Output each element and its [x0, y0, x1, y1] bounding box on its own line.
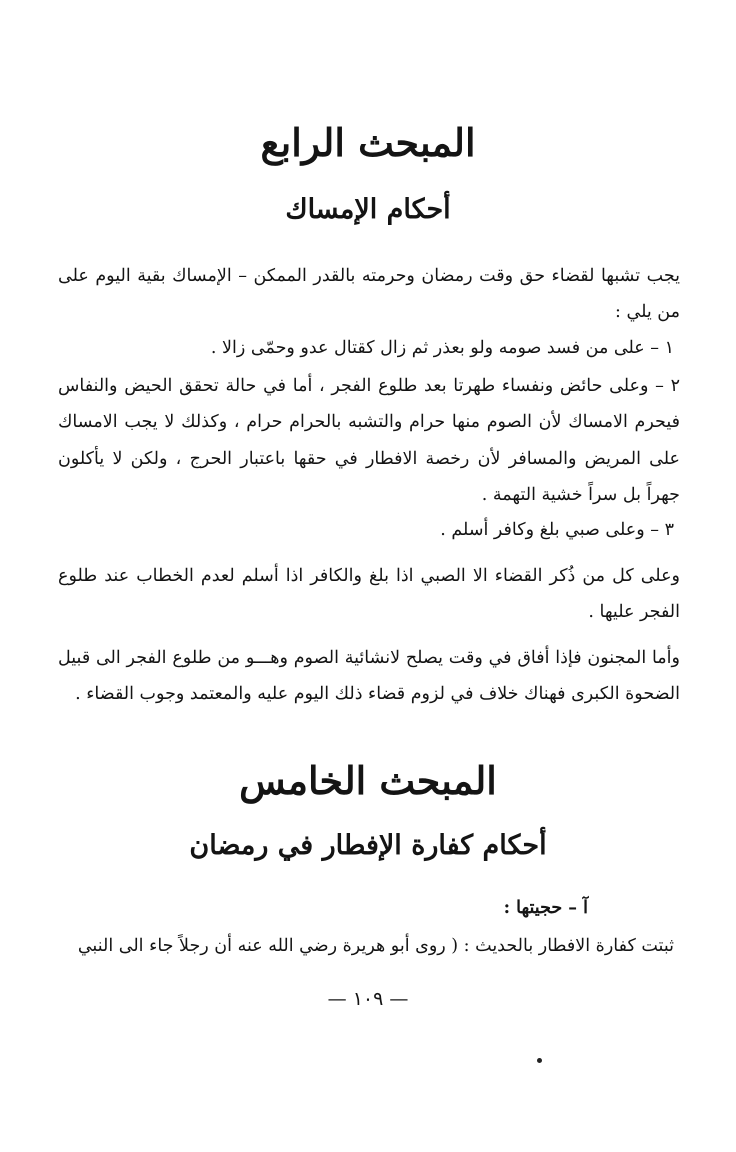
section-4-paragraph-3: وأما المجنون فإذا أفاق في وقت يصلح لانشائية الصوم وهـــو من طلوع الفجر الى قبيل الضحوة الكبرى فهناك خلاف في لزوم قضاء ذلك اليوم عليه والمعتمد وجوب القضاء . [58, 648, 680, 705]
section-5-text: ثبتت كفارة الافطار بالحديث : ( روى أبو هريرة رضي الله عنه أن رجلاً جاء الى النبي [77, 936, 674, 956]
section-4-item-3: ٣ – وعلى صبي بلغ وكافر أسلم . [440, 520, 674, 540]
section-5-subtitle: أحكام كفارة الإفطار في رمضان [189, 830, 547, 861]
section-4-subtitle: أحكام الإمساك [285, 194, 451, 225]
section-4-item-2: ٢ – وعلى حائض ونفساء طهرتا بعد طلوع الفجر ، أما في حالة تحقق الحيض والنفاس فيحرم الامساك لأن الصوم منها حرام والتشبه بالحرام حرام ، وكذلك لا يجب الامساك على المريض والمسافر لأن رخصة الافطار في حقها باعتبار الحرج ، ولكن لا يأكلون جهراً بل سراً خشية التهمة . [58, 376, 680, 506]
stray-mark [537, 1058, 542, 1063]
section-5-item-a: آ – حجيتها : [503, 898, 588, 918]
section-4-title: المبحث الرابع [260, 120, 476, 165]
section-4-intro-paragraph: يجب تشبها لقضاء حق وقت رمضان وحرمته بالقدر الممكن – الإمساك بقية اليوم على من يلي : [58, 266, 680, 323]
section-4-item-1: ١ – على من فسد صومه ولو بعذر ثم زال كقتال عدو وحمّى زالا . [210, 338, 674, 358]
page-number: — ١٠٩ — [327, 988, 409, 1010]
section-4-paragraph-2: وعلى كل من ذُكر القضاء الا الصبي اذا بلغ والكافر اذا أسلم لعدم الخطاب عند طلوع الفجر عليها . [58, 566, 680, 623]
section-5-title: المبحث الخامس [239, 758, 497, 803]
